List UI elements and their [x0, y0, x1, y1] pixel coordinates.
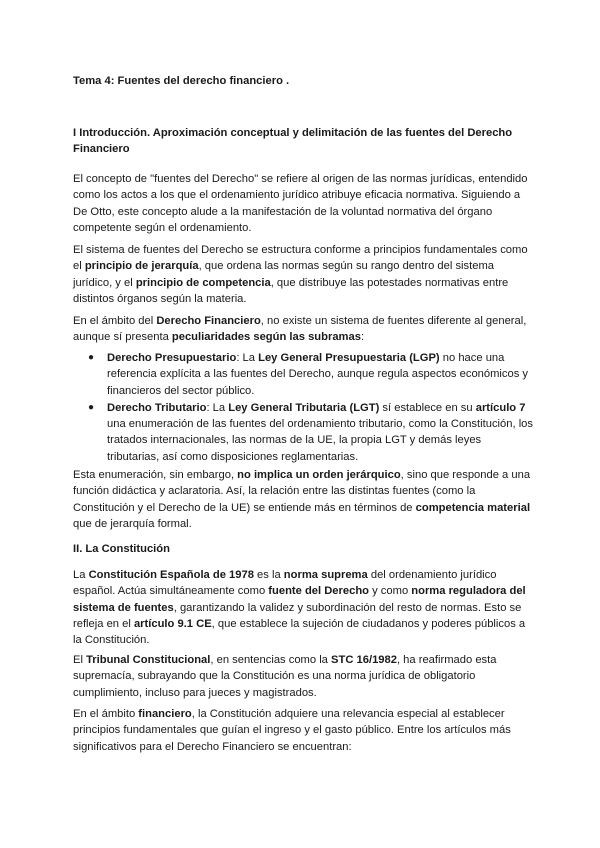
paragraph-tribunal-constitucional: El Tribunal Constitucional, en sentencias como la STC 16/1982, ha reafirmado esta supremacía, subrayando que la Constitución es una norma jurídica de obligatorio cumplimiento, incluso para jueces y magistrados. [73, 654, 497, 699]
section-heading-introduccion: I Introducción. Aproximación conceptual y delimitación de las fuentes del Derecho Financiero [73, 127, 513, 155]
list-item-tributario: ● Derecho Tributario: La Ley General Tributaria (LGT) sí establece en su artículo 7 una enumeración de las fuentes del ordenamiento tributario, como la Constitución, los tratados internacionales, las normas de la UE, la propia LGT y demás leyes tributarias, así como disposiciones reglamentarias. [88, 401, 533, 463]
paragraph-constitucion-1978: La Constitución Española de 1978 es la norma suprema del ordenamiento jurídico español. Actúa simultáneamente como fuente del Derecho y como norma reguladora del sistema de fuentes, garantizando la validez y subordinación del resto de normas. Esto se refleja en el artículo 9.1 CE, que establece la sujeción de ciudadanos y poderes públicos a la Constitución. [73, 569, 526, 647]
document-title: Tema 4: Fuentes del derecho financiero . [73, 75, 290, 87]
bullet-icon: ● [88, 352, 95, 363]
paragraph-sistema-fuentes: El sistema de fuentes del Derecho se estructura conforme a principios fundamentales como el principio de jerarquía, que ordena las normas según su rango dentro del sistema jurídico, y el principio de competencia, que distribuye las potestades normativas entre distintos órganos según la materia. [73, 244, 528, 305]
paragraph-ambito-financiero: En el ámbito financiero, la Constitución adquiere una relevancia especial al establecer principios fundamentales que guían el ingreso y el gasto público. Entre los artículos más significativos para el Derecho Financiero se encuentran: [73, 708, 511, 753]
subramas-list [73, 350, 535, 465]
section-heading-constitucion: II. La Constitución [73, 543, 170, 555]
paragraph-derecho-financiero: En el ámbito del Derecho Financiero, no existe un sistema de fuentes diferente al general, aunque sí presenta peculiaridades según las subramas: [73, 315, 527, 344]
bullet-icon: ● [88, 401, 95, 413]
paragraph-concepto-fuentes: El concepto de "fuentes del Derecho" se refiere al origen de las normas jurídicas, entendido como los actos a los que el ordenamiento jurídico atribuye eficacia normativa. Siguiendo a De Otto, este concepto alude a la manifestación de la voluntad normativa del órgano competente según el ordenamiento. [73, 173, 528, 234]
paragraph-enumeracion: Esta enumeración, sin embargo, no implica un orden jerárquico, sino que responde a una función didáctica y aclaratoria. Así, la relación entre las distintas fuentes (como la Constitución y el Derecho de la UE) se entiende más en términos de competencia material que de jerarquía formal. [73, 469, 531, 530]
list-item-presupuestario: ● Derecho Presupuestario: La Ley General Presupuestaria (LGP) no hace una referencia explícita a las fuentes del Derecho, aunque regula aspectos económicos y financieros del sector público. [88, 352, 529, 397]
